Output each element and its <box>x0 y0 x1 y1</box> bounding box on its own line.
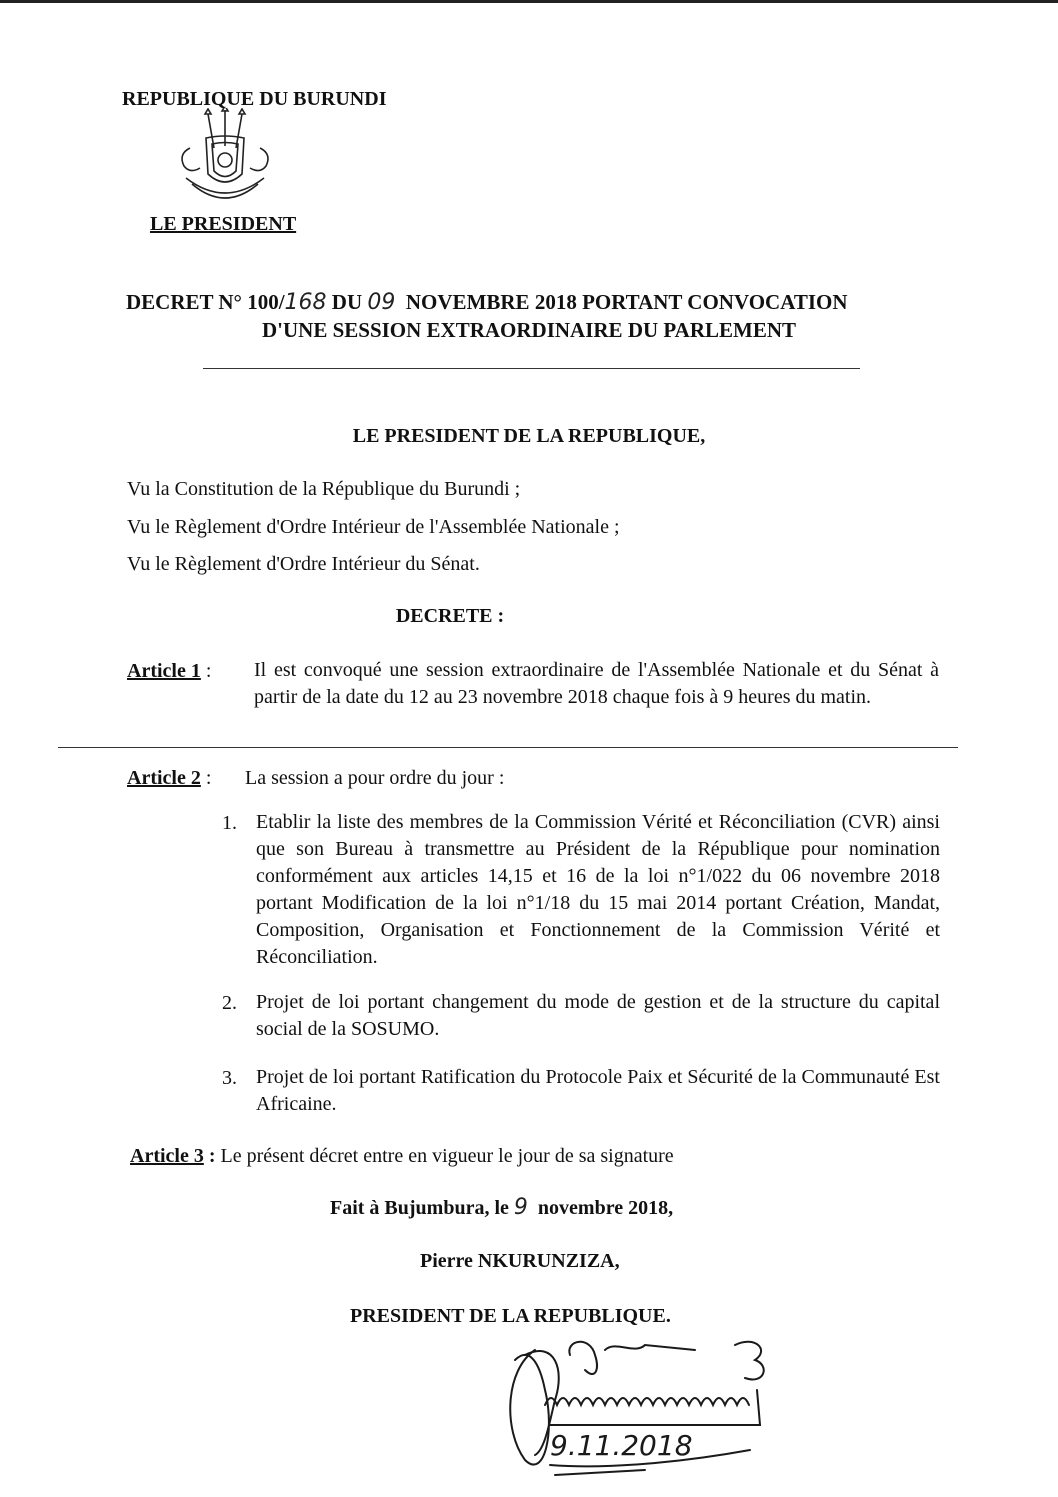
article-3-text: Le présent décret entre en vigueur le jour de sa signature <box>220 1145 674 1167</box>
article-separator <box>58 747 958 748</box>
decree-title-line1 <box>126 290 848 315</box>
handwritten-signature <box>495 1310 795 1480</box>
vu-line: Vu la Constitution de la République du Burundi ; <box>127 478 521 500</box>
agenda-item: Projet de loi portant Ratification du Protocole Paix et Sécurité de la Communauté Est Africaine. <box>256 1066 940 1115</box>
decree-day: 09 <box>367 290 396 315</box>
decree-du: DU <box>331 290 363 314</box>
agenda-item: Etablir la liste des membres de la Commission Vérité et Réconciliation (CVR) ainsi que son Bureau à transmettre au Président de la République pour nomination conformément aux articles 14,15 et 16 de la loi n°1/022 du 06 novembre 2018 portant Modification de la loi n°1/18 du 15 mai 2014 portant Création, Mandat, Composition, Organisation et Fonctionnement de la Commission Vérité et Réconciliation. <box>256 811 940 968</box>
decree-prefix: DECRET N° 100/ <box>126 290 285 314</box>
vu-line: Vu le Règlement d'Ordre Intérieur de l'Assemblée Nationale ; <box>127 516 620 538</box>
office-title: LE PRESIDENT <box>150 213 297 235</box>
agenda-item-number: 2. <box>222 992 237 1014</box>
decrete-heading: DECRETE : <box>395 605 505 627</box>
title-underline <box>203 368 860 369</box>
agenda-item: Projet de loi portant changement du mode de gestion et de la structure du capital social de la SOSUMO. <box>256 991 940 1040</box>
article-1-label: Article 1 : <box>127 660 212 682</box>
vu-line: Vu le Règlement d'Ordre Intérieur du Sénat. <box>127 553 480 575</box>
top-edge-rule <box>0 0 1058 3</box>
country-name: REPUBLIQUE DU BURUNDI <box>122 88 387 110</box>
article-2-label: Article 2 : <box>127 767 212 789</box>
decree-rest: NOVEMBRE 2018 PORTANT CONVOCATION <box>405 290 848 314</box>
agenda-item-number: 3. <box>222 1067 237 1089</box>
coat-of-arms-icon <box>170 108 280 212</box>
signature-day: 9 <box>513 1195 528 1220</box>
agenda-item-number: 1. <box>222 812 237 834</box>
article-3: Article 3 : Le présent décret entre en vigueur le jour de sa signature <box>130 1145 674 1167</box>
signatory-function: PRESIDENT DE LA REPUBLIQUE. <box>350 1305 671 1327</box>
preamble-heading: LE PRESIDENT DE LA REPUBLIQUE, <box>352 425 706 447</box>
place-date: Fait à Bujumbura, le 9 novembre 2018, <box>330 1195 674 1220</box>
signatory-name: Pierre NKURUNZIZA, <box>420 1250 620 1272</box>
signature-date: 9.11.2018 <box>550 1429 693 1462</box>
article-1-text: Il est convoqué une session extraordinaire de l'Assemblée Nationale et du Sénat à partir de la date du 12 au 23 novembre 2018 chaque fois à 9 heures du matin. <box>254 659 939 708</box>
article-2-intro: La session a pour ordre du jour : <box>245 767 505 789</box>
decree-title-line2: D'UNE SESSION EXTRAORDINAIRE DU PARLEMENT <box>261 318 797 342</box>
decree-number: 168 <box>284 290 327 315</box>
